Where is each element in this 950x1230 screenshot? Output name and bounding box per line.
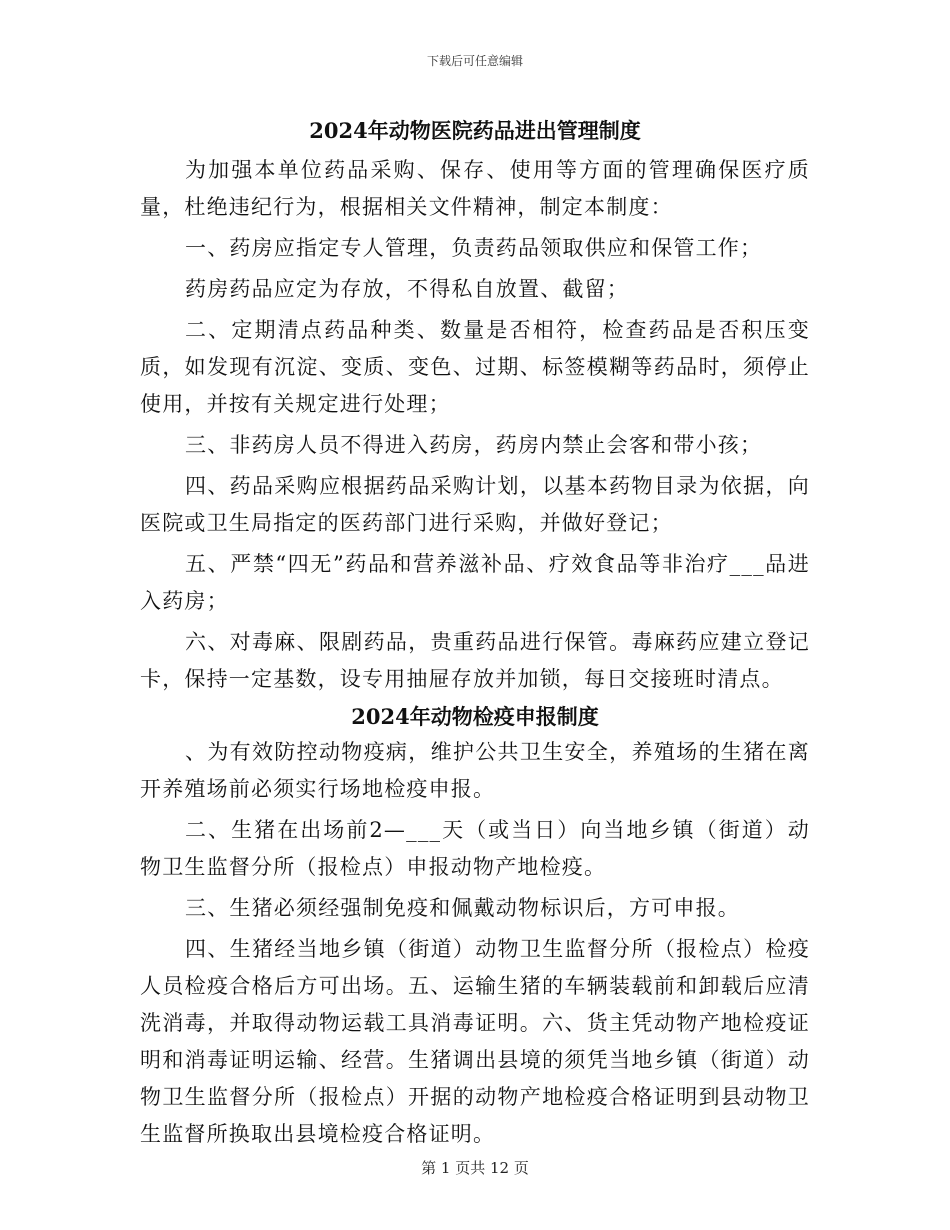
paragraph: 五、严禁“四无”药品和营养滋补品、疗效食品等非治疗___品进入药房； <box>140 552 810 613</box>
section-drug-management <box>140 116 810 698</box>
paragraph: 四、生猪经当地乡镇（街道）动物卫生监督分所（报检点）检疫人员检疫合格后方可出场。五、运输生猪的车辆装载前和卸载后应清洗消毒，并取得动物运载工具消毒证明。六、货主凭动物产地检疫证明和消毒证明运输、经营。生猪调出县境的须凭当地乡镇（街道）动物卫生监督分所（报检点）开据的动物产地检疫合格证明到县动物卫生监督所换取出县境检疫合格证明。 <box>140 937 810 1146</box>
paragraph: 为加强本单位药品采购、保存、使用等方面的管理确保医疗质量，杜绝违纪行为，根据相关文件精神，制定本制度： <box>140 158 810 219</box>
section-title: 2024年动物检疫申报制度 <box>351 704 599 729</box>
paragraph: 三、生猪必须经强制免疫和佩戴动物标识后，方可申报。 <box>185 896 740 920</box>
paragraph: 二、定期清点药品种类、数量是否相符，检查药品是否积压变质，如发现有沉淀、变质、变色、过期、标签模糊等药品时，须停止使用，并按有关规定进行处理； <box>140 318 810 416</box>
paragraph: 四、药品采购应根据药品采购计划，以基本药物目录为依据，向医院或卫生局指定的医药部门进行采购，并做好登记； <box>140 474 810 535</box>
page-number: 第 1 页共 12 页 <box>421 1159 529 1177</box>
paragraph: 三、非药房人员不得进入药房，药房内禁止会客和带小孩； <box>185 433 763 457</box>
paragraph: 一、药房应指定专人管理，负责药品领取供应和保管工作； <box>185 236 763 260</box>
paragraph: 药房药品应定为存放，不得私自放置、截留； <box>185 277 629 301</box>
section-quarantine-declaration <box>140 702 810 1153</box>
paragraph: 二、生猪在出场前2—___天（或当日）向当地乡镇（街道）动物卫生监督分所（报检点）申报动物产地检疫。 <box>140 818 810 879</box>
paragraph: 六、对毒麻、限剧药品，贵重药品进行保管。毒麻药应建立登记卡，保持一定基数，设专用抽屉存放并加锁，每日交接班时清点。 <box>140 630 810 691</box>
header-note: 下载后可任意编辑 <box>426 54 523 68</box>
section-title: 2024年动物医院药品进出管理制度 <box>309 118 641 143</box>
document-body <box>140 108 810 1157</box>
paragraph: 、为有效防控动物疫病，维护公共卫生安全，养殖场的生猪在离开养殖场前必须实行场地检疫申报。 <box>140 740 810 801</box>
